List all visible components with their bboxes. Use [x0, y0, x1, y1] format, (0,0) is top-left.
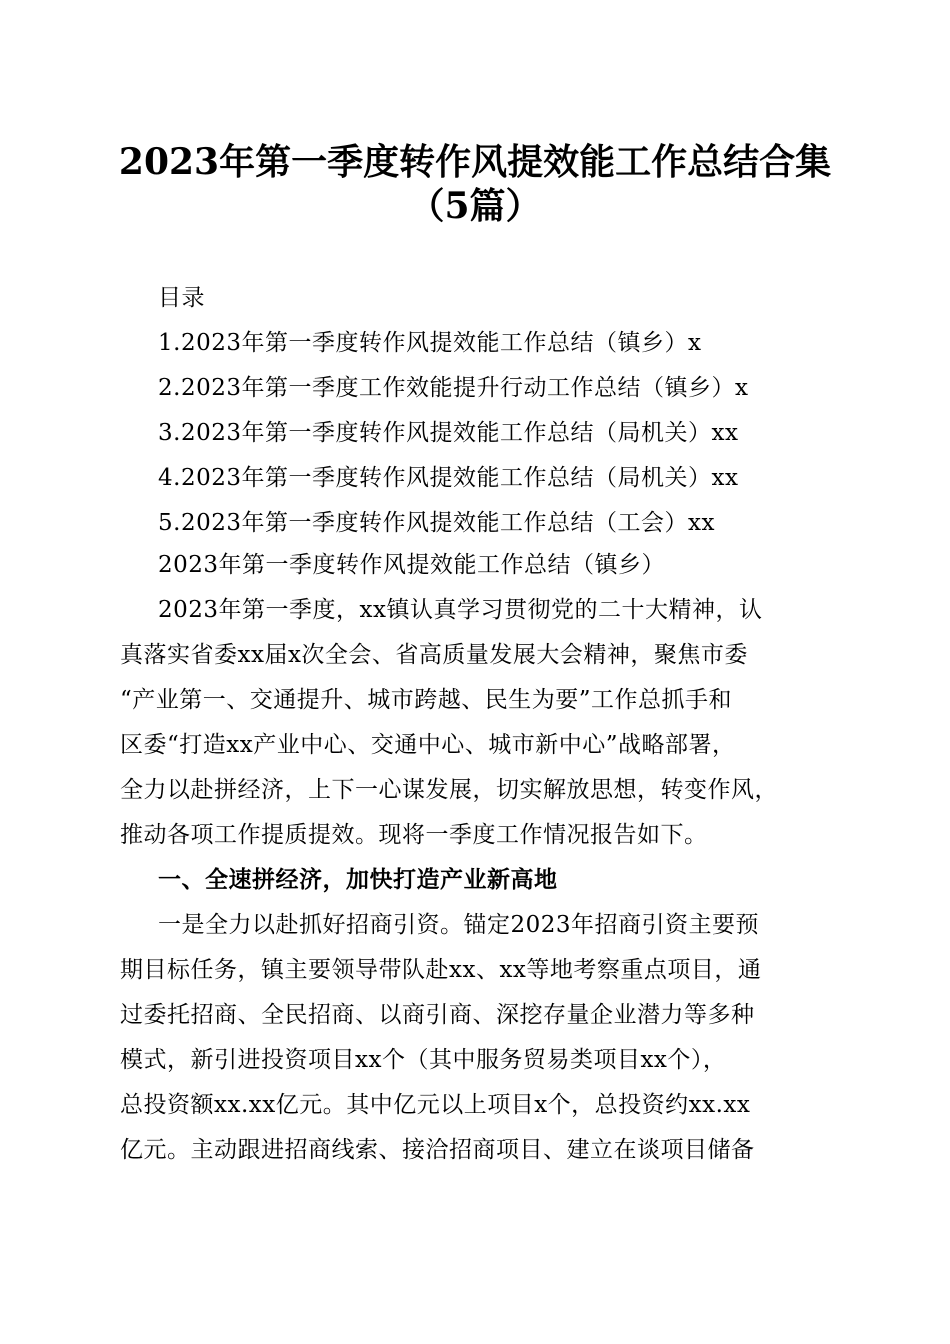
- intro-line-5: 全力以赴拼经济，上下一心谋发展，切实解放思想，转变作风，: [120, 777, 778, 803]
- section-heading: 一、全速拼经济，加快打造产业新高地: [158, 867, 558, 893]
- toc-item-3: 3.2023年第一季度转作风提效能工作总结（局机关）xx: [158, 420, 739, 446]
- intro-line-4: 区委“打造xx产业中心、交通中心、城市新中心”战略部署，: [120, 732, 736, 758]
- section-line-5: 总投资额xx.xx亿元。其中亿元以上项目x个，总投资约xx.xx: [120, 1092, 751, 1118]
- section-line-3: 过委托招商、全民招商、以商引商、深挖存量企业潜力等多种: [120, 1002, 755, 1028]
- toc-item-2: 2.2023年第一季度工作效能提升行动工作总结（镇乡）x: [158, 375, 749, 401]
- toc-item-5: 5.2023年第一季度转作风提效能工作总结（工会）xx: [158, 510, 715, 536]
- section-line-1: 一是全力以赴抓好招商引资。锚定2023年招商引资主要预: [158, 912, 760, 938]
- intro-line-6: 推动各项工作提质提效。现将一季度工作情况报告如下。: [120, 822, 708, 848]
- intro-line-3: “产业第一、交通提升、城市跨越、民生为要”工作总抓手和: [120, 687, 733, 713]
- document-title: 2023年第一季度转作风提效能工作总结合集: [118, 141, 832, 183]
- section-line-2: 期目标任务，镇主要领导带队赴xx、xx等地考察重点项目，通: [120, 957, 762, 983]
- toc-item-4: 4.2023年第一季度转作风提效能工作总结（局机关）xx: [158, 465, 739, 491]
- toc-item-1: 1.2023年第一季度转作风提效能工作总结（镇乡）x: [158, 330, 702, 356]
- section-line-6: 亿元。主动跟进招商线索、接洽招商项目、建立在谈项目储备: [120, 1137, 755, 1163]
- toc-heading: 目录: [158, 285, 205, 311]
- section-line-4: 模式，新引进投资项目xx个（其中服务贸易类项目xx个），: [120, 1047, 727, 1073]
- intro-line-1: 2023年第一季度，xx镇认真学习贯彻党的二十大精神，认: [158, 597, 763, 623]
- document-title-subtitle: （5篇）: [408, 185, 542, 227]
- intro-line-2: 真落实省委xx届x次全会、省高质量发展大会精神，聚焦市委: [120, 642, 748, 668]
- article-title: 2023年第一季度转作风提效能工作总结（镇乡）: [158, 552, 666, 578]
